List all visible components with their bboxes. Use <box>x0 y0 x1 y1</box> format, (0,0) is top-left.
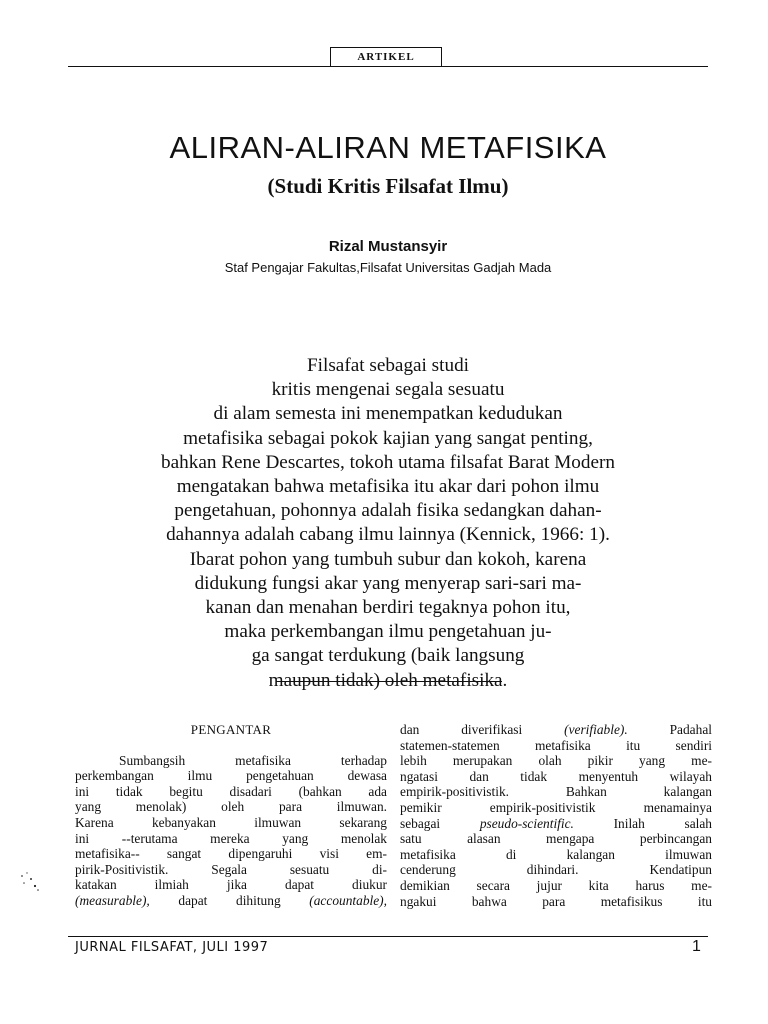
abstract-line: kanan dan menahan berdiri tegaknya pohon itu, <box>205 597 571 619</box>
abstract-line: maupun tidak) oleh metafisika. <box>268 669 508 691</box>
body-text: Inilah salah <box>573 815 713 831</box>
italic-term: (verifiable). <box>564 722 628 737</box>
abstract-line: dahannya adalah cabang ilmu lainnya (Kennick, 1966: 1). <box>166 524 610 546</box>
body-line: metafisika-- sangat dipengaruhi visi em- <box>75 846 387 862</box>
abstract-line: didukung fungsi akar yang menyerap sari-sari ma- <box>194 572 582 594</box>
scan-noise <box>18 870 42 894</box>
author-name: Rizal Mustansyir <box>328 238 448 255</box>
section-label: ARTIKEL <box>330 47 442 66</box>
body-text: Padahal <box>627 722 712 737</box>
body-line: metafisika di kalangan ilmuwan <box>400 846 712 862</box>
italic-term: (accountable), <box>309 892 387 908</box>
body-line: empirik-positivistik. Bahkan kalangan <box>400 784 712 800</box>
footer-rule <box>68 936 708 937</box>
header-rule <box>68 66 708 67</box>
body-text: dapat dihitung <box>149 892 310 908</box>
body-line: perkembangan ilmu pengetahuan dewasa <box>75 768 387 784</box>
abstract-line: Ibarat pohon yang tumbuh subur dan kokoh, karena <box>189 548 587 570</box>
body-line: cenderung dihindari. Kendatipun <box>400 862 712 878</box>
abstract-line: pengetahuan, pohonnya adalah fisika sedangkan dahan- <box>174 500 602 522</box>
body-line: ini tidak begitu disadari (bahkan ada <box>75 783 387 799</box>
abstract-line: di alam semesta ini menempatkan kedudukan <box>213 403 563 425</box>
body-line: Sumbangsih metafisika terhadap <box>119 752 387 768</box>
body-text: sebagai <box>400 815 480 831</box>
body-line: ngatasi dan tidak menyentuh wilayah <box>400 768 712 784</box>
body-line: yang menolak) oleh para ilmuwan. <box>75 799 387 815</box>
author-affiliation: Staf Pengajar Fakultas,Filsafat Universitas Gadjah Mada <box>224 260 552 275</box>
body-line: demikian secara jujur kita harus me- <box>400 877 712 893</box>
italic-term: (measurable), <box>75 892 150 908</box>
body-line: lebih merupakan olah pikir yang me- <box>400 753 712 769</box>
body-line <box>400 722 712 738</box>
abstract-line: bahkan Rene Descartes, tokoh utama filsafat Barat Modern <box>161 451 615 473</box>
body-line: ini --terutama mereka yang menolak <box>75 830 387 846</box>
body-line <box>400 816 712 832</box>
body-column-right <box>400 722 712 909</box>
section-heading: PENGANTAR <box>190 722 272 737</box>
body-line: katakan ilmiah jika dapat diukur <box>75 877 387 893</box>
article-subtitle: (Studi Kritis Filsafat Ilmu) <box>267 174 509 198</box>
abstract <box>60 354 716 693</box>
journal-name: JURNAL FILSAFAT, JULI 1997 <box>75 940 269 955</box>
body-text: dan diverifikasi <box>400 722 565 737</box>
abstract-line: maka perkembangan ilmu pengetahuan ju- <box>224 621 552 643</box>
body-line: statemen-statemen metafisika itu sendiri <box>400 737 712 753</box>
body-line <box>75 893 387 909</box>
page-number: 1 <box>692 938 701 955</box>
body-line: Karena kebanyakan ilmuwan sekarang <box>75 814 387 830</box>
abstract-line: metafisika sebagai pokok kajian yang sangat penting, <box>183 427 593 449</box>
abstract-divider <box>276 681 502 682</box>
abstract-line: kritis mengenai segala sesuatu <box>271 379 505 401</box>
abstract-line: Filsafat sebagai studi <box>307 355 469 376</box>
abstract-line: mengatakan bahwa metafisika itu akar dari pohon ilmu <box>176 476 600 498</box>
abstract-line: ga sangat terdukung (baik langsung <box>251 645 525 667</box>
body-line: pemikir empirik-positivistik menamainya <box>400 799 712 815</box>
body-line: ngakui bahwa para metafisikus itu <box>400 893 712 909</box>
body-line: satu alasan mengapa perbincangan <box>400 831 712 847</box>
italic-term: pseudo-scientific. <box>479 815 574 831</box>
article-title: ALIRAN-ALIRAN METAFISIKA <box>169 130 607 165</box>
body-column-left <box>75 722 387 909</box>
body-line: pirik-Positivistik. Segala sesuatu di- <box>75 861 387 877</box>
